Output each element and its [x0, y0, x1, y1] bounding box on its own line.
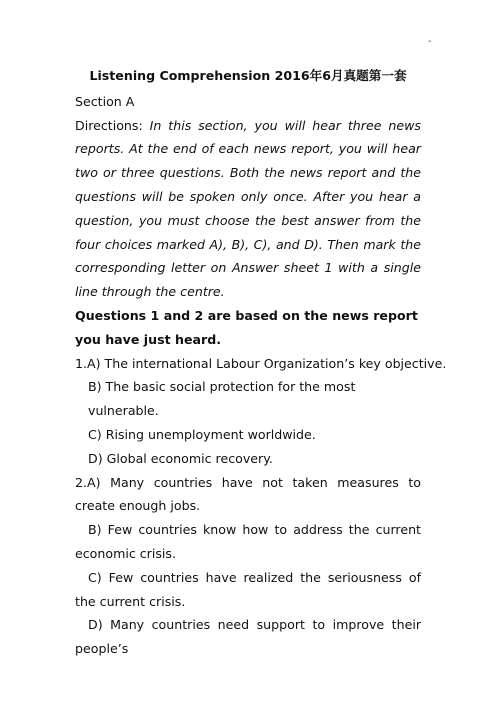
page-mark: - [428, 36, 432, 47]
directions-paragraph [75, 114, 421, 304]
question-1-option-d: D) Global economic recovery. [88, 450, 273, 466]
question-group-heading: Questions 1 and 2 are based on the news report you have just heard. [75, 307, 418, 347]
section-label: Section A [75, 93, 135, 109]
question-2-option-d: D) Many countries need support to improve their people’s [75, 617, 421, 657]
question-2-option-b: B) Few countries know how to address the current economic crisis. [75, 522, 421, 561]
question-2-option-c: C) Few countries have realized the seriousness of the current crisis. [75, 569, 421, 609]
question-1-option-a: 1.A) The international Labour Organization’s key objective. [75, 355, 447, 371]
question-1-option-b: B) The basic social protection for the most vulnerable. [88, 379, 356, 419]
directions-text: In this section, you will hear three news reports. At the end of each news report, you will hear two or three questions. Both the news report and the questions will be spoken only once. After you hear a question, you must choose the best answer from the four choices marked A), B), C), and D). Then mark the corresponding letter on Answer sheet 1 with a single line through the centre. [75, 117, 421, 300]
document-body [75, 64, 447, 661]
question-1-option-c: C) Rising unemployment worldwide. [88, 426, 316, 442]
question-2-option-a: 2.A) Many countries have not taken measures to create enough jobs. [75, 474, 421, 514]
document-title: Listening Comprehension 2016年6月真题第一套 [89, 68, 407, 83]
directions-label: Directions: [75, 117, 150, 133]
